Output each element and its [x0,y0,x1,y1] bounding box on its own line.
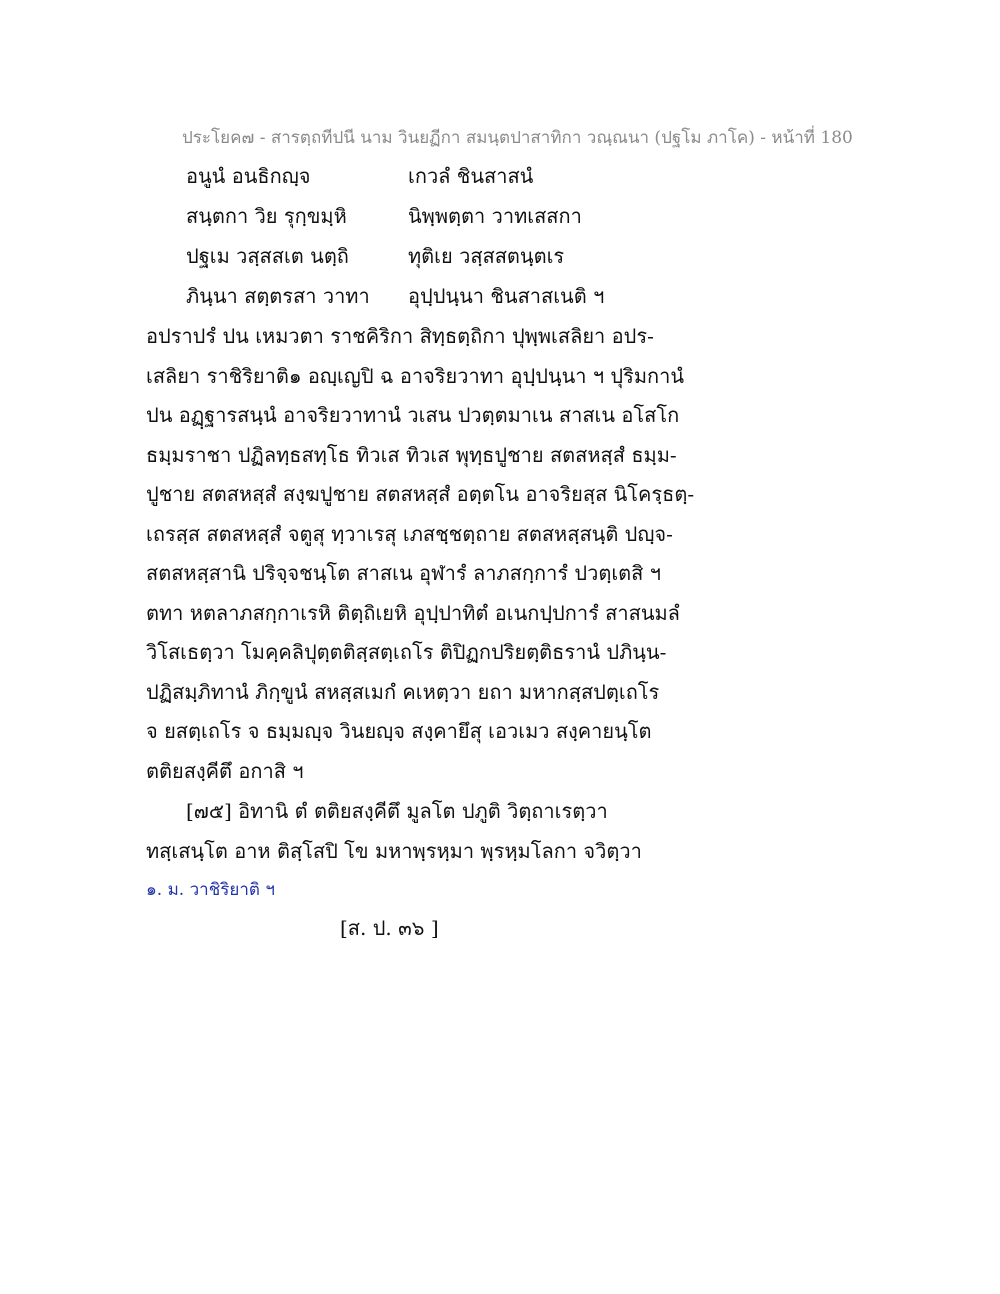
prose-line: เถรสฺส สตสหสฺสํ จตูสุ ทฺวาเรสุ เภสชฺชตฺถาย สตสหสฺสนฺติ ปญฺจ- [146,522,673,546]
verse-second-half: เกวลํ ชินสาสนํ [408,164,534,188]
prose-line: เสลิยา ราชิริยาติ๑ อญฺเญปิ ฉ อาจริยวาทา อุปฺปนฺนา ฯ ปุริมกานํ [146,364,685,388]
prose-line: ปูชาย สตสหสฺสํ สงฺฆปูชาย สตสหสฺสํ อตฺตโน อาจริยสฺส นิโครฺธตฺ- [146,482,695,506]
verse-second-half: นิพฺพตฺตา วาทเสสกา [408,204,582,228]
section-line: ทสฺเสนฺโต อาห ติสฺโสปิ โข มหาพฺรหฺมา พฺรหฺมโลกา จวิตฺวา [146,839,642,863]
prose-line: ตติยสงฺคีตึ อกาสิ ฯ [146,759,304,783]
verse-first-half: สนฺตกา วิย รุกฺขมฺหิ [186,204,347,228]
verse-first-half: อนูนํ อนธิกญฺจ [186,164,311,188]
prose-line: อปราปรํ ปน เหมวตา ราชคิริกา สิทฺธตฺถิกา ปุพฺพเสลิยา อปร- [146,324,654,348]
prose-line: ปน อฏฺฐารสนฺนํ อาจริยวาทานํ วเสน ปวตฺตมาเน สาสเน อโสโก [146,403,680,427]
verse-first-half: ภินฺนา สตฺตรสา วาทา [186,284,370,308]
prose-line: ปฏิสมฺภิทานํ ภิกฺขูนํ สหสฺสเมกํ คเหตฺวา ยถา มหากสฺสปตฺเถโร [146,680,660,704]
verse-first-half: ปฐเม วสฺสสเต นตฺถิ [186,244,349,268]
verse-second-half: ทุติเย วสฺสสตนฺตเร [408,244,565,268]
section-opening-line: [๗๕] อิทานิ ตํ ตติยสงฺคีตึ มูลโต ปภูติ วิตฺถาเรตฺวา [186,799,608,823]
prose-line: ธมฺมราชา ปฏิลทฺธสทฺโธ ทิวเส ทิวเส พุทฺธปูชาย สตสหสฺสํ ธมฺม- [146,443,677,467]
prose-line: จ ยสตฺเถโร จ ธมฺมญฺจ วินยญฺจ สงฺคายึสุ เอวเมว สงฺคายนฺโต [146,719,652,743]
prose-line: สตสหสฺสานิ ปริจฺจชนฺโต สาสเน อุฬารํ ลาภสกฺการํ ปวตฺเตสิ ฯ [146,561,661,585]
verse-second-half: อุปฺปนฺนา ชินสาสเนติ ฯ [408,284,605,308]
running-header: ประโยค๗ - สารตฺถทีปนี นาม วินยฏีกา สมนฺตปาสาทิกา วณฺณนา (ปฐโม ภาโค) - หน้าที่ 180 [182,128,853,148]
page-reference: [ส. ป. ๓๖ ] [340,916,439,940]
prose-line: ตทา หตลาภสกฺกาเรหิ ติตฺถิเยหิ อุปฺปาทิตํ อเนกปฺปการํ สาสนมลํ [146,601,680,625]
footnote: ๑. ม. วาชิริยาติ ฯ [146,880,275,900]
prose-line: วิโสเธตฺวา โมคฺคลิปุตฺตติสฺสตฺเถโร ติปิฏกปริยตฺติธรานํ ปภินฺน- [146,640,667,664]
